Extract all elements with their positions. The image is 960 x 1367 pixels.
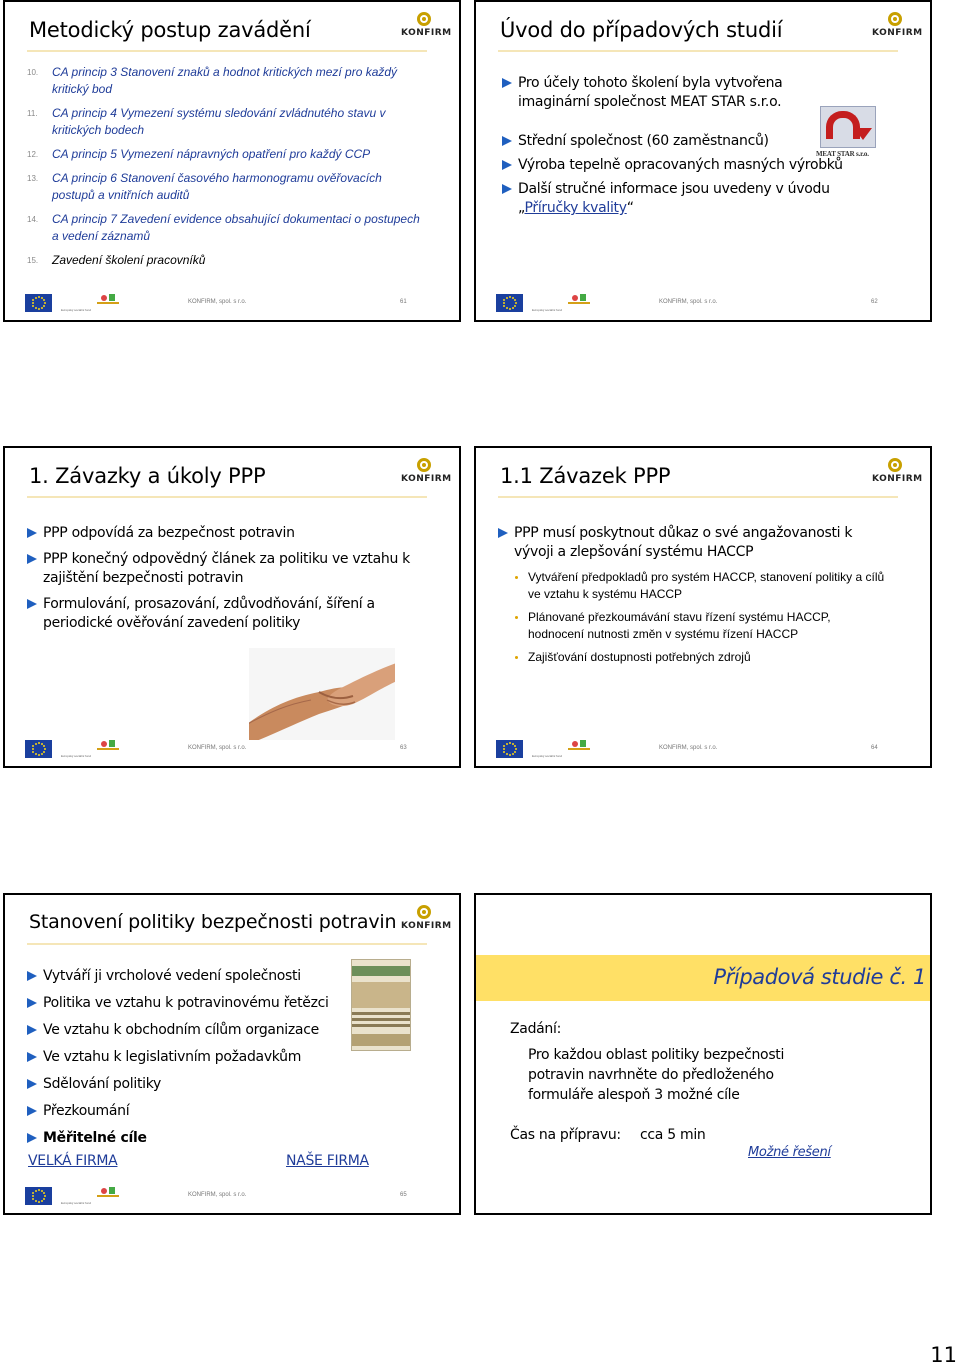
dot-bullet-icon — [515, 616, 518, 619]
footer-org: KONFIRM, spol. s r.o. — [188, 745, 247, 751]
eu-star-icon — [38, 1189, 40, 1191]
slide-footer — [476, 290, 930, 320]
slide-footer — [5, 736, 459, 766]
slide-number: 63 — [400, 745, 407, 751]
list-item: Ve vztahu k legislativním požadavkům — [27, 1048, 347, 1067]
eu-star-icon — [509, 754, 511, 756]
konfirm-logo: KONFIRM — [401, 458, 449, 488]
list-item: PPP odpovídá za bezpečnost potravin — [27, 524, 417, 543]
eu-star-icon — [38, 308, 40, 310]
footer-org: KONFIRM, spol. s r.o. — [188, 1192, 247, 1198]
list-item: 11. CA princip 4 Vymezení systému sledování zvládnutého stavu v kritických bodech — [27, 106, 386, 137]
footer-org: KONFIRM, spol. s r.o. — [188, 299, 247, 305]
eu-star-icon — [44, 1195, 46, 1197]
handshake-image — [249, 648, 395, 740]
eu-star-icon — [35, 753, 37, 755]
list-item: Střední společnost (60 zaměstnanců) — [502, 132, 832, 151]
triangle-bullet-icon — [502, 160, 512, 170]
sub-list-item: Plánované přezkoumávání stavu řízení systému HACCP, hodnocení nutnosti změn v systému řízení HACCP — [514, 609, 888, 643]
list-item: 15. Zavedení školení pracovníků — [27, 253, 206, 267]
eu-star-icon — [32, 748, 34, 750]
eu-star-icon — [44, 302, 46, 304]
eu-star-icon — [32, 1195, 34, 1197]
eu-star-icon — [38, 754, 40, 756]
title-divider — [498, 50, 898, 52]
eu-star-icon — [506, 743, 508, 745]
list-item: 12. CA princip 5 Vymezení nápravných opatření pro každý CCP — [27, 147, 371, 161]
eu-star-icon — [35, 1190, 37, 1192]
list-item: 14. CA princip 7 Zavedení evidence obsahující dokumentaci o postupech a vedení záznamů — [27, 212, 420, 243]
slide-title: 1. Závazky a úkoly PPP — [29, 464, 266, 488]
eu-star-icon — [503, 751, 505, 753]
velka-firma-link[interactable]: VELKÁ FIRMA — [28, 1153, 118, 1169]
list-item: PPP konečný odpovědný článek za politiku ve vztahu k zajištění bezpečnosti potravin — [27, 550, 417, 588]
time-label: Čas na přípravu: — [510, 1127, 621, 1143]
eu-star-icon — [514, 305, 516, 307]
bullet-list — [27, 524, 417, 633]
eu-star-icon — [43, 305, 45, 307]
eu-star-icon — [35, 307, 37, 309]
list-item: Politika ve vztahu k potravinovému řetězci — [27, 994, 347, 1013]
eu-star-icon — [506, 307, 508, 309]
slide-title: 1.1 Závazek PPP — [500, 464, 671, 488]
eu-star-icon — [32, 1192, 34, 1194]
eu-star-icon — [43, 745, 45, 747]
list-item: Formulování, prosazování, zdůvodňování, šíření a periodické ověřování zavedení politiky — [27, 595, 417, 633]
list-item: Vytváří ji vrcholové vedení společnosti — [27, 967, 347, 986]
partner-logo: Evropský sociální fond — [532, 294, 590, 312]
eu-star-icon — [35, 1200, 37, 1202]
eu-star-icon — [43, 299, 45, 301]
eu-star-icon — [509, 742, 511, 744]
list-item: Přezkoumání — [27, 1102, 347, 1121]
triangle-bullet-icon — [502, 78, 512, 88]
eu-star-icon — [512, 753, 514, 755]
triangle-bullet-icon — [27, 1025, 37, 1035]
list-item: PPP musí poskytnout důkaz o své angažovanosti k vývoji a zlepšování systému HACCP Vytváření předpokladů pro systém HACCP, stanovení politiky a cílů ve vztahu k systému HACCP Plánované přezkoumávání stavu řízení systému HACCP, hodnocení nutnosti změn v systému řízení HACCP Zajišťování dostupnosti potřebných zdrojů — [498, 524, 888, 666]
sub-list-item: Vytváření předpokladů pro systém HACCP, stanovení politiky a cílů ve vztahu k systému HACCP — [514, 569, 888, 603]
slide-case-study — [474, 893, 932, 1215]
konfirm-logo: KONFIRM — [401, 12, 449, 42]
slide-number: 61 — [400, 299, 407, 305]
list-item: Ve vztahu k obchodním cílům organizace — [27, 1021, 347, 1040]
eu-star-icon — [514, 299, 516, 301]
slide-footer — [5, 290, 459, 320]
eu-star-icon — [43, 1198, 45, 1200]
slide-62 — [474, 0, 932, 322]
eu-star-icon — [35, 743, 37, 745]
numbered-list — [27, 64, 427, 276]
eu-star-icon — [509, 308, 511, 310]
dot-bullet-icon — [515, 576, 518, 579]
prirucka-kvality-link[interactable]: Příručky kvality — [524, 200, 627, 216]
partner-logo: Evropský sociální fond — [61, 294, 119, 312]
eu-flag-icon — [25, 294, 52, 312]
slide-63 — [3, 446, 461, 768]
eu-star-icon — [43, 751, 45, 753]
eu-flag-icon — [25, 1187, 52, 1205]
eu-star-icon — [512, 307, 514, 309]
slide-footer — [476, 736, 930, 766]
eu-star-icon — [43, 1192, 45, 1194]
list-item: 10. CA princip 3 Stanovení znaků a hodnot kritických mezí pro každý kritický bod — [27, 65, 398, 96]
eu-star-icon — [515, 748, 517, 750]
policy-document-image — [351, 959, 411, 1051]
slide-number: 65 — [400, 1192, 407, 1198]
partner-logo: Evropský sociální fond — [61, 1187, 119, 1205]
eu-star-icon — [44, 748, 46, 750]
partner-logo: Evropský sociální fond — [532, 740, 590, 758]
slide-64 — [474, 446, 932, 768]
sub-list-item: Zajišťování dostupnosti potřebných zdrojů — [514, 649, 888, 666]
triangle-bullet-icon — [27, 528, 37, 538]
triangle-bullet-icon — [27, 1133, 37, 1143]
sub-list — [514, 569, 888, 666]
eu-star-icon — [503, 748, 505, 750]
eu-flag-icon — [25, 740, 52, 758]
dot-bullet-icon — [515, 656, 518, 659]
eu-star-icon — [503, 745, 505, 747]
slide-61 — [3, 0, 461, 322]
konfirm-logo: KONFIRM — [872, 458, 920, 488]
solution-link[interactable]: Možné řešení — [748, 1145, 831, 1160]
list-item: 13. CA princip 6 Stanovení časového harmonogramu ověřovacích postupů a vnitřních auditů — [27, 171, 382, 202]
eu-star-icon — [32, 299, 34, 301]
eu-star-icon — [32, 745, 34, 747]
eu-star-icon — [509, 296, 511, 298]
eu-star-icon — [515, 302, 517, 304]
eu-star-icon — [32, 305, 34, 307]
triangle-bullet-icon — [502, 184, 512, 194]
list-item: Výroba tepelně opracovaných masných výrobků — [502, 156, 882, 175]
partner-logo: Evropský sociální fond — [61, 740, 119, 758]
eu-star-icon — [38, 296, 40, 298]
triangle-bullet-icon — [27, 599, 37, 609]
time-value: cca 5 min — [640, 1127, 706, 1143]
triangle-bullet-icon — [27, 554, 37, 564]
slide-65 — [3, 893, 461, 1215]
eu-star-icon — [38, 1201, 40, 1203]
eu-flag-icon — [496, 294, 523, 312]
triangle-bullet-icon — [27, 1052, 37, 1062]
konfirm-logo: KONFIRM — [401, 905, 449, 935]
eu-star-icon — [32, 1198, 34, 1200]
list-item: Měřitelné cíle — [27, 1129, 347, 1148]
slide-number: 62 — [871, 299, 878, 305]
eu-star-icon — [503, 299, 505, 301]
footer-org: KONFIRM, spol. s r.o. — [659, 299, 718, 305]
title-divider — [498, 496, 898, 498]
eu-star-icon — [41, 1200, 43, 1202]
footer-org: KONFIRM, spol. s r.o. — [659, 745, 718, 751]
eu-star-icon — [506, 297, 508, 299]
eu-star-icon — [38, 742, 40, 744]
slide-title: Úvod do případových studií — [500, 18, 783, 42]
title-divider — [27, 50, 427, 52]
triangle-bullet-icon — [27, 1106, 37, 1116]
nase-firma-link[interactable]: NAŠE FIRMA — [286, 1153, 369, 1169]
meat-star-logo: MEAT STAR s.r.o. — [814, 102, 884, 160]
eu-star-icon — [503, 302, 505, 304]
page-number: 11 — [930, 1343, 957, 1367]
slide-title: Metodický postup zavádění — [29, 18, 311, 42]
eu-star-icon — [32, 302, 34, 304]
case-study-title: Případová studie č. 1 — [713, 965, 926, 989]
slide-number: 64 — [871, 745, 878, 751]
eu-star-icon — [503, 305, 505, 307]
bullet-list — [502, 74, 843, 218]
slide-title: Stanovení politiky bezpečnosti potravin — [29, 911, 397, 933]
triangle-bullet-icon — [502, 136, 512, 146]
slide-footer — [5, 1183, 459, 1213]
list-item: Další stručné informace jsou uvedeny v úvodu „Příručky kvality“ — [502, 180, 882, 218]
bullet-list — [27, 967, 347, 1148]
eu-star-icon — [514, 751, 516, 753]
list-item: Sdělování politiky — [27, 1075, 347, 1094]
triangle-bullet-icon — [27, 998, 37, 1008]
title-divider — [27, 496, 427, 498]
eu-star-icon — [32, 751, 34, 753]
task-text: Pro každou oblast politiky bezpečnosti potravin navrhněte do předloženého formuláře alespoň 3 možné cíle — [528, 1047, 785, 1103]
title-divider — [27, 943, 427, 945]
triangle-bullet-icon — [27, 971, 37, 981]
task-label: Zadání: — [510, 1021, 562, 1037]
triangle-bullet-icon — [27, 1079, 37, 1089]
eu-star-icon — [35, 297, 37, 299]
eu-star-icon — [506, 753, 508, 755]
eu-star-icon — [41, 307, 43, 309]
eu-star-icon — [41, 753, 43, 755]
eu-flag-icon — [496, 740, 523, 758]
eu-star-icon — [514, 745, 516, 747]
list-item: Pro účely tohoto školení byla vytvořena imaginární společnost MEAT STAR s.r.o. — [502, 74, 832, 112]
triangle-bullet-icon — [498, 528, 508, 538]
bullet-list — [498, 524, 888, 672]
konfirm-logo: KONFIRM — [872, 12, 920, 42]
